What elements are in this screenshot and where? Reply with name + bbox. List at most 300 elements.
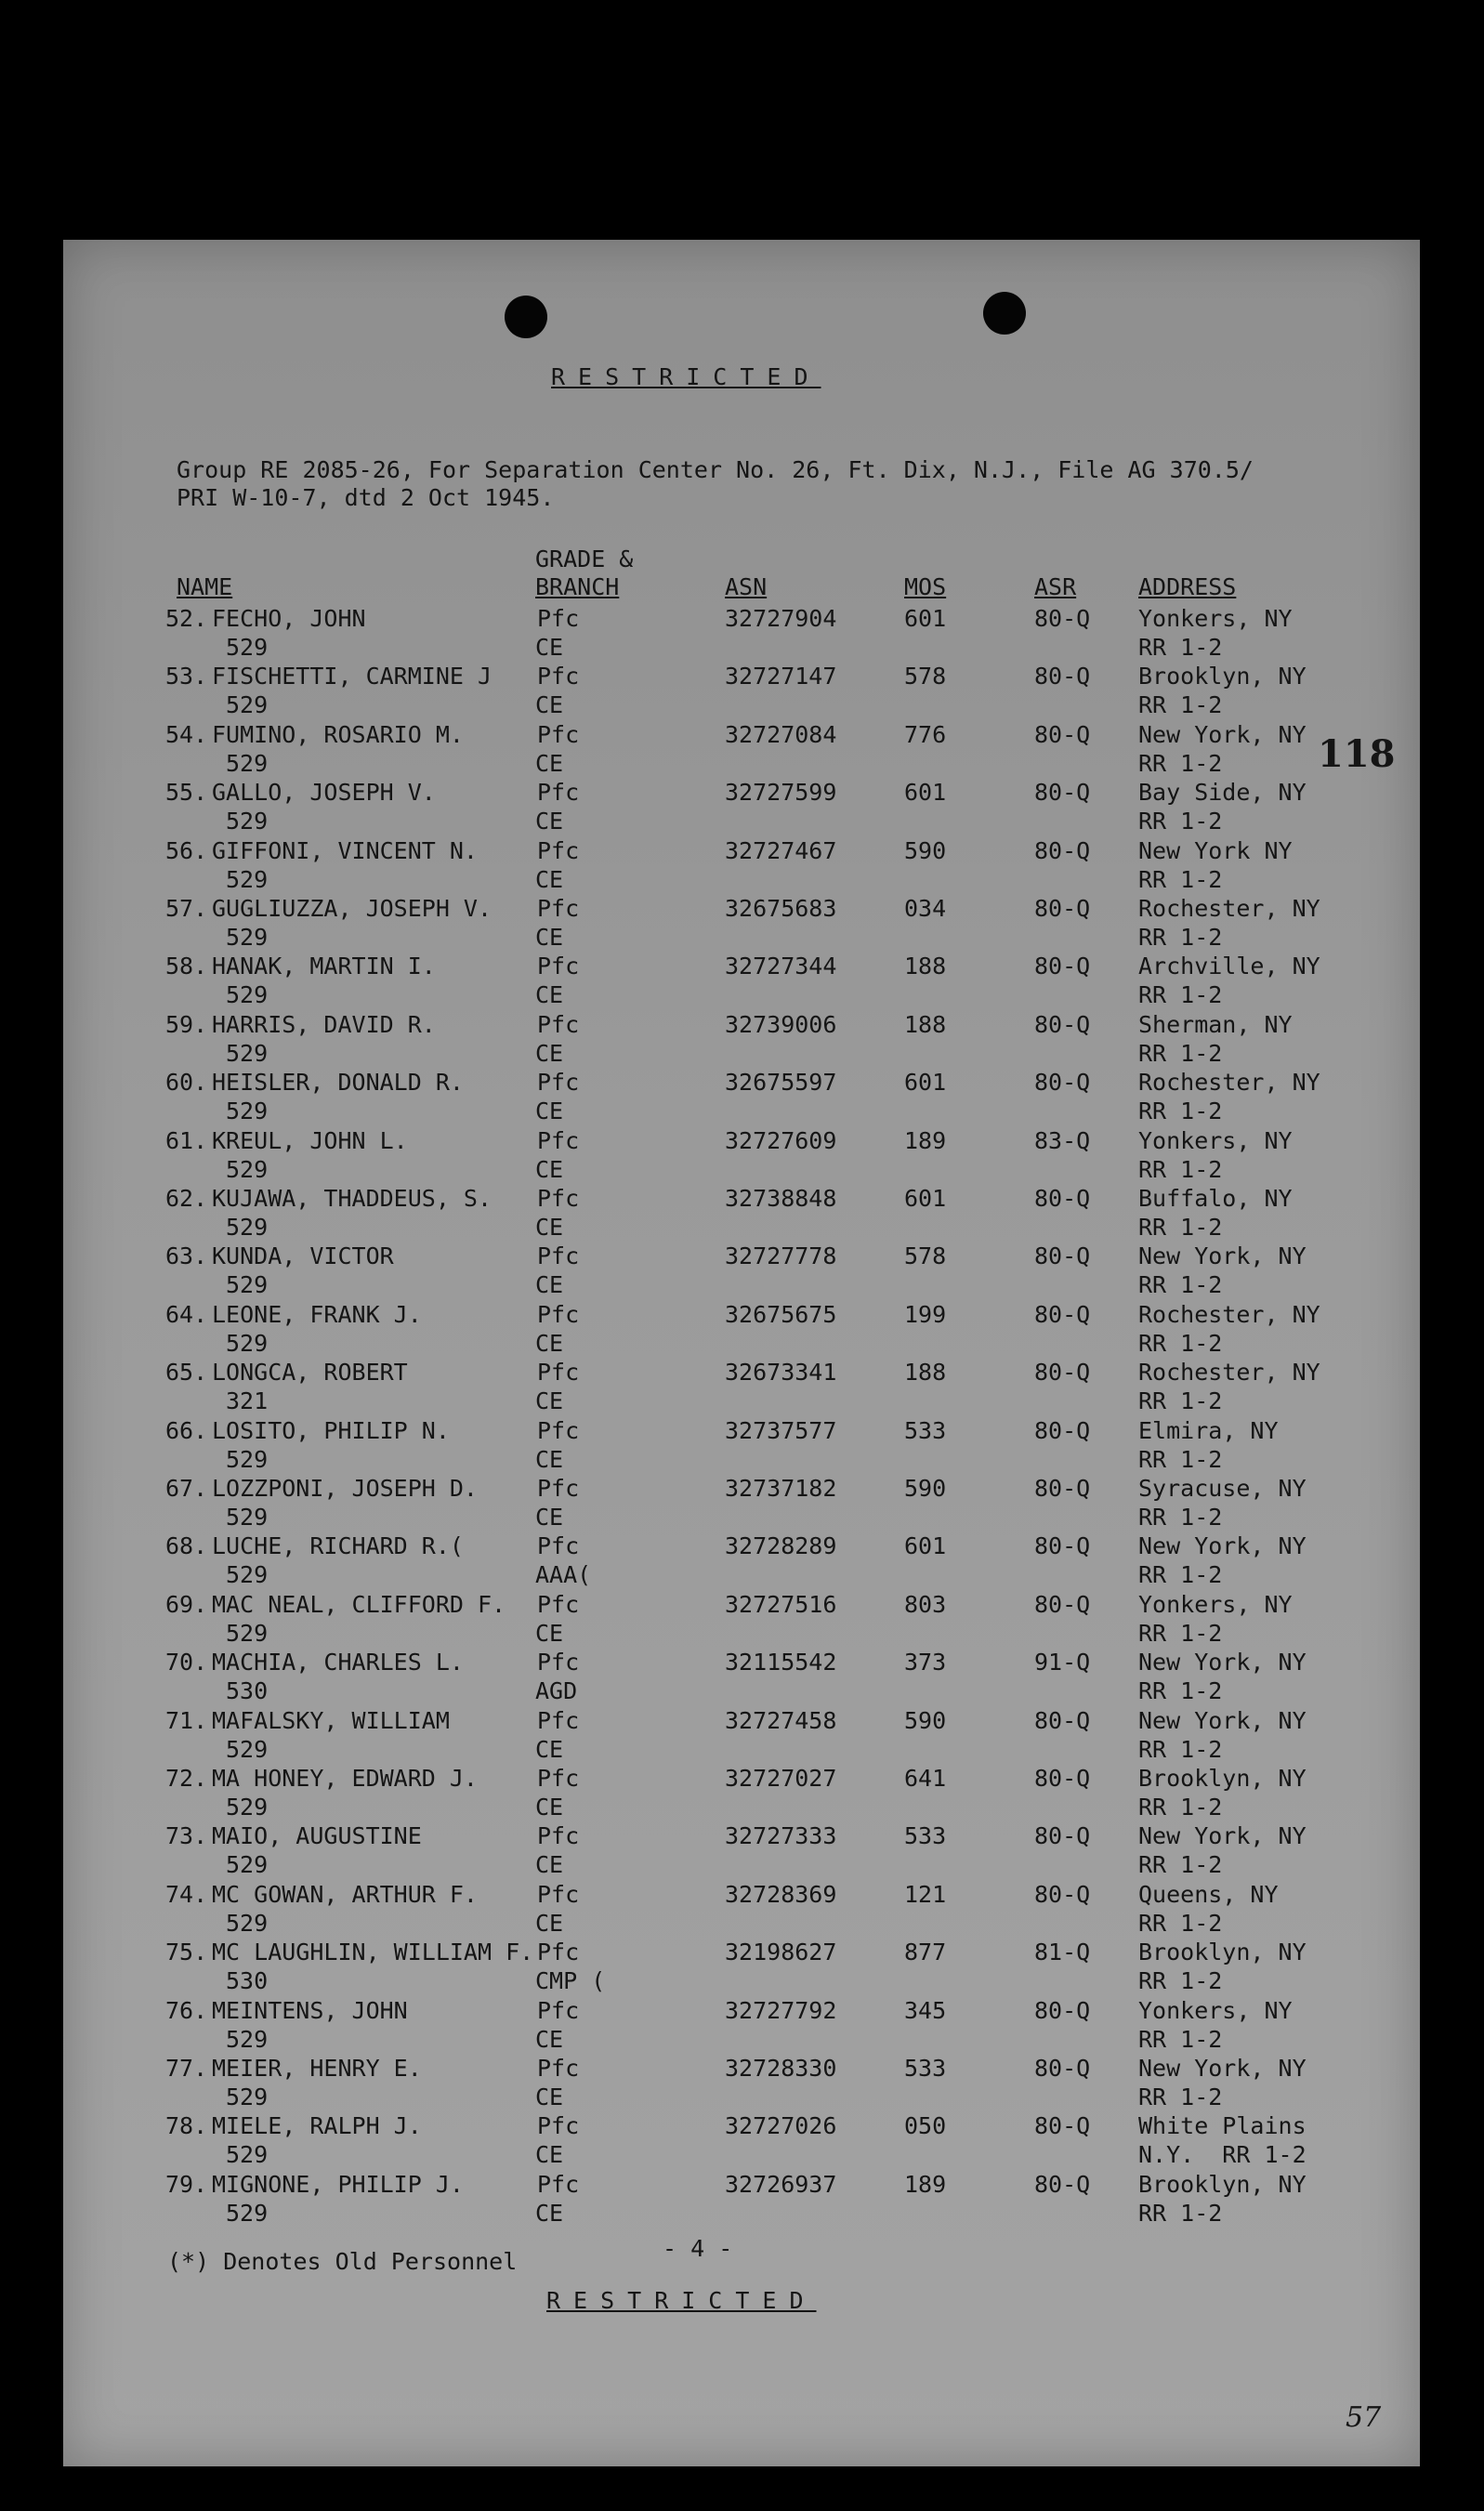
entry-grade: Pfc [537,1475,580,1502]
entry-branch: CE [535,1271,564,1299]
column-header-asr: ASR [1034,573,1077,600]
entry-grade: Pfc [537,663,580,690]
list-item [63,952,1420,1009]
entry-number: 67. [165,1475,208,1502]
entry-branch: CE [535,1445,564,1473]
entry-mos: 188 [904,1010,947,1038]
entry-mos: 601 [904,779,947,807]
entry-grade: Pfc [537,1416,580,1444]
entry-asr: 80-Q [1034,1706,1091,1734]
entry-number: 76. [165,1996,208,2024]
entry-name: MACHIA, CHARLES L. [212,1649,464,1676]
entry-grade: Pfc [537,1069,580,1097]
entry-mos: 050 [904,2112,947,2140]
entry-code: 529 [226,2084,269,2110]
entry-grade: Pfc [537,1242,580,1270]
entry-code: 529 [226,2025,269,2053]
entry-name: LOSITO, PHILIP N. [212,1416,450,1444]
entry-asr: 80-Q [1034,1532,1091,1560]
list-item [63,1474,1420,1532]
entry-branch: CE [535,1504,564,1531]
entry-address-line-2: RR 1-2 [1138,1851,1223,1879]
entry-address-line-2: RR 1-2 [1138,808,1223,835]
group-line-1: Group RE 2085-26, For Separation Center No. 26, Ft. Dix, N.J., File AG 370.5/ [177,456,1254,483]
entry-address: White Plains [1138,2112,1307,2140]
entry-address-line-2: RR 1-2 [1138,2025,1223,2053]
entry-grade: Pfc [537,720,580,748]
entry-grade: Pfc [537,1359,580,1387]
entry-number: 75. [165,1939,208,1966]
entry-mos: 373 [904,1649,947,1676]
entry-name: FUMINO, ROSARIO M. [212,720,464,748]
entry-asr: 80-Q [1034,663,1091,690]
entry-number: 74. [165,1880,208,1908]
entry-branch: CE [535,749,564,777]
entry-number: 70. [165,1649,208,1676]
entry-number: 61. [165,1126,208,1154]
entry-branch: CE [535,1098,564,1125]
entry-mos: 188 [904,1359,947,1387]
entry-branch: CE [535,2141,564,2169]
entry-branch: AAA( [535,1561,592,1589]
entry-asn: 32737577 [725,1416,837,1444]
entry-address-line-2: RR 1-2 [1138,1794,1223,1821]
entry-number: 68. [165,1532,208,1560]
entry-asr: 80-Q [1034,2112,1091,2140]
entry-number: 56. [165,836,208,864]
entry-address: Brooklyn, NY [1138,663,1307,690]
entry-code: 529 [226,1214,269,1241]
entry-asn: 32675683 [725,895,837,922]
list-item [63,1996,1420,2054]
entry-address-line-2: RR 1-2 [1138,1504,1223,1531]
entry-mos: 533 [904,1416,947,1444]
list-item [63,2111,1420,2169]
entry-asn: 32727778 [725,1242,837,1270]
entry-address-line-2: RR 1-2 [1138,2199,1223,2227]
entry-asn: 32675597 [725,1069,837,1097]
entry-address-line-2: RR 1-2 [1138,865,1223,893]
entry-branch: CMP ( [535,1967,606,1995]
entry-address: Rochester, NY [1138,895,1320,922]
entry-address-line-2: RR 1-2 [1138,1445,1223,1473]
footnote: (*) Denotes Old Personnel [167,2248,518,2275]
entry-name: MEINTENS, JOHN [212,1996,408,2024]
page-number: - 4 - [663,2235,733,2262]
entry-address: New York NY [1138,836,1293,864]
column-header-branch: BRANCH [535,573,620,600]
entry-grade: Pfc [537,1300,580,1328]
entry-branch: CE [535,865,564,893]
list-item [63,1242,1420,1299]
entry-branch: CE [535,1329,564,1357]
entry-mos: 189 [904,2170,947,2198]
entry-grade: Pfc [537,605,580,632]
entry-code: 529 [226,865,269,893]
entry-code: 529 [226,1735,269,1763]
entry-address: Buffalo, NY [1138,1185,1293,1212]
group-line-2: PRI W-10-7, dtd 2 Oct 1945. [177,484,555,511]
list-item [63,2170,1420,2228]
list-item [63,1358,1420,1415]
entry-branch: CE [535,924,564,951]
entry-grade: Pfc [537,1649,580,1676]
entry-mos: 578 [904,663,947,690]
entry-asn: 32115542 [725,1649,837,1676]
entry-address: Yonkers, NY [1138,1126,1293,1154]
entry-name: MC LAUGHLIN, WILLIAM F. [212,1939,534,1966]
entry-branch: CE [535,1794,564,1821]
entry-code: 529 [226,749,269,777]
entry-name: KREUL, JOHN L. [212,1126,408,1154]
entry-asr: 80-Q [1034,895,1091,922]
entry-address-line-2: RR 1-2 [1138,1677,1223,1705]
entry-code: 529 [226,691,269,719]
list-item [63,1706,1420,1764]
entry-branch: CE [535,1619,564,1647]
entry-code: 529 [226,1329,269,1357]
column-header-asn: ASN [725,573,768,600]
entry-name: FISCHETTI, CARMINE J [212,663,492,690]
list-item [63,1010,1420,1068]
entry-name: MA HONEY, EDWARD J. [212,1765,478,1792]
entry-number: 57. [165,895,208,922]
entry-address: New York, NY [1138,1242,1307,1270]
list-item [63,778,1420,835]
entry-branch: CE [535,1214,564,1241]
entry-mos: 601 [904,1532,947,1560]
entry-name: MAFALSKY, WILLIAM [212,1706,450,1734]
entry-address-line-2: RR 1-2 [1138,1155,1223,1183]
list-item [63,720,1420,778]
entry-asr: 81-Q [1034,1939,1091,1966]
list-item [63,1821,1420,1879]
punch-hole [505,296,547,338]
entry-grade: Pfc [537,895,580,922]
entry-name: HEISLER, DONALD R. [212,1069,464,1097]
entry-name: LOZZPONI, JOSEPH D. [212,1475,478,1502]
entry-address-line-2: RR 1-2 [1138,2084,1223,2110]
entry-branch: CE [535,2025,564,2053]
entry-address-line-2: N.Y. RR 1-2 [1138,2141,1307,2169]
entry-branch: CE [535,2084,564,2110]
entry-address: Yonkers, NY [1138,1590,1293,1618]
entry-code: 529 [226,1155,269,1183]
entry-name: GIFFONI, VINCENT N. [212,836,478,864]
entry-address: Archville, NY [1138,953,1320,980]
entry-grade: Pfc [537,2170,580,2198]
entry-code: 530 [226,1967,269,1995]
entry-name: MAIO, AUGUSTINE [212,1822,422,1850]
entry-branch: CE [535,1155,564,1183]
entry-address-line-2: RR 1-2 [1138,1909,1223,1937]
entry-address: New York, NY [1138,2055,1307,2082]
entry-mos: 601 [904,1069,947,1097]
entry-address: Rochester, NY [1138,1069,1320,1097]
entry-code: 529 [226,1851,269,1879]
entry-grade: Pfc [537,836,580,864]
entry-mos: 803 [904,1590,947,1618]
list-item [63,1764,1420,1821]
entry-code: 529 [226,1619,269,1647]
entry-address-line-2: RR 1-2 [1138,1271,1223,1299]
list-item [63,604,1420,662]
column-header-address: ADDRESS [1138,573,1237,600]
entry-asr: 91-Q [1034,1649,1091,1676]
list-item [63,1938,1420,1995]
entry-name: HARRIS, DAVID R. [212,1010,436,1038]
entry-asn: 32728330 [725,2055,837,2082]
entry-grade: Pfc [537,1185,580,1212]
entry-asn: 32726937 [725,2170,837,2198]
entry-grade: Pfc [537,1532,580,1560]
entry-grade: Pfc [537,2055,580,2082]
entry-address: Rochester, NY [1138,1359,1320,1387]
entry-branch: AGD [535,1677,578,1705]
list-item [63,894,1420,952]
entry-asr: 80-Q [1034,2170,1091,2198]
entry-number: 65. [165,1359,208,1387]
entry-number: 72. [165,1765,208,1792]
entry-number: 54. [165,720,208,748]
entry-mos: 034 [904,895,947,922]
entry-code: 530 [226,1677,269,1705]
entry-asn: 32727516 [725,1590,837,1618]
entry-address-line-2: RR 1-2 [1138,1387,1223,1415]
entry-address-line-2: RR 1-2 [1138,1735,1223,1763]
entry-address: Brooklyn, NY [1138,1765,1307,1792]
entry-code: 529 [226,1039,269,1067]
entry-asn: 32727333 [725,1822,837,1850]
entry-asr: 80-Q [1034,779,1091,807]
entry-number: 53. [165,663,208,690]
entry-branch: CE [535,981,564,1009]
entry-name: FECHO, JOHN [212,605,366,632]
entry-asr: 80-Q [1034,1416,1091,1444]
entry-address-line-2: RR 1-2 [1138,1619,1223,1647]
entry-asr: 80-Q [1034,1069,1091,1097]
entry-number: 69. [165,1590,208,1618]
list-item [63,1648,1420,1705]
entry-asn: 32739006 [725,1010,837,1038]
entry-name: KUNDA, VICTOR [212,1242,394,1270]
list-item [63,1532,1420,1589]
entry-address-line-2: RR 1-2 [1138,1967,1223,1995]
entry-address: Elmira, NY [1138,1416,1279,1444]
entry-asn: 32727458 [725,1706,837,1734]
entry-mos: 578 [904,1242,947,1270]
entry-grade: Pfc [537,1822,580,1850]
entry-name: MC GOWAN, ARTHUR F. [212,1880,478,1908]
entry-asr: 80-Q [1034,836,1091,864]
entry-asn: 32728289 [725,1532,837,1560]
entry-asn: 32727026 [725,2112,837,2140]
entry-asr: 80-Q [1034,1765,1091,1792]
entry-name: LUCHE, RICHARD R.( [212,1532,464,1560]
list-item [63,1880,1420,1938]
entry-code: 529 [226,808,269,835]
entry-asn: 32727609 [725,1126,837,1154]
entry-grade: Pfc [537,1590,580,1618]
entry-asn: 32675675 [725,1300,837,1328]
entry-number: 79. [165,2170,208,2198]
entry-address: Yonkers, NY [1138,605,1293,632]
entry-grade: Pfc [537,1010,580,1038]
entry-address-line-2: RR 1-2 [1138,1561,1223,1589]
entry-address: Brooklyn, NY [1138,1939,1307,1966]
entry-mos: 199 [904,1300,947,1328]
entry-branch: CE [535,691,564,719]
entry-grade: Pfc [537,1880,580,1908]
entry-address: New York, NY [1138,1649,1307,1676]
entry-asn: 32727599 [725,779,837,807]
entry-asr: 80-Q [1034,1475,1091,1502]
entry-branch: CE [535,1851,564,1879]
entry-code: 529 [226,1504,269,1531]
entry-address-line-2: RR 1-2 [1138,749,1223,777]
entry-mos: 601 [904,605,947,632]
entry-asn: 32673341 [725,1359,837,1387]
entry-code: 529 [226,1561,269,1589]
entry-mos: 188 [904,953,947,980]
list-item [63,836,1420,894]
entry-grade: Pfc [537,1126,580,1154]
entry-name: GUGLIUZZA, JOSEPH V. [212,895,492,922]
entry-address: Brooklyn, NY [1138,2170,1307,2198]
entry-mos: 533 [904,2055,947,2082]
entry-address-line-2: RR 1-2 [1138,1214,1223,1241]
list-item [63,1416,1420,1474]
list-item [63,1590,1420,1648]
list-item [63,662,1420,719]
entry-asr: 80-Q [1034,1300,1091,1328]
entry-address-line-2: RR 1-2 [1138,981,1223,1009]
entry-mos: 189 [904,1126,947,1154]
entry-asn: 32198627 [725,1939,837,1966]
column-header-mos: MOS [904,573,947,600]
entry-name: MAC NEAL, CLIFFORD F. [212,1590,506,1618]
entry-address-line-2: RR 1-2 [1138,1098,1223,1125]
entry-branch: CE [535,808,564,835]
entry-address: Syracuse, NY [1138,1475,1307,1502]
entry-name: LONGCA, ROBERT [212,1359,408,1387]
entry-mos: 641 [904,1765,947,1792]
entry-asn: 32727147 [725,663,837,690]
entry-mos: 345 [904,1996,947,2024]
entry-grade: Pfc [537,1706,580,1734]
entry-number: 77. [165,2055,208,2082]
entry-address-line-2: RR 1-2 [1138,691,1223,719]
column-header-name: NAME [177,573,233,600]
entry-asr: 80-Q [1034,1359,1091,1387]
entry-asr: 80-Q [1034,953,1091,980]
entry-code: 529 [226,1445,269,1473]
entry-mos: 590 [904,836,947,864]
entry-asn: 32727467 [725,836,837,864]
entry-asr: 80-Q [1034,1242,1091,1270]
entry-address-line-2: RR 1-2 [1138,924,1223,951]
entry-address: New York, NY [1138,1706,1307,1734]
entry-mos: 121 [904,1880,947,1908]
entry-number: 52. [165,605,208,632]
column-header-grade: GRADE & [535,546,634,572]
entry-asr: 80-Q [1034,1185,1091,1212]
entry-code: 529 [226,1794,269,1821]
entry-address: New York, NY [1138,1532,1307,1560]
entry-address: Bay Side, NY [1138,779,1307,807]
entry-branch: CE [535,1909,564,1937]
entry-mos: 590 [904,1475,947,1502]
entry-name: MEIER, HENRY E. [212,2055,422,2082]
entry-asr: 80-Q [1034,1996,1091,2024]
entry-asr: 80-Q [1034,2055,1091,2082]
entry-code: 529 [226,2141,269,2169]
entry-address: Queens, NY [1138,1880,1279,1908]
entry-address: Sherman, NY [1138,1010,1293,1038]
entry-number: 60. [165,1069,208,1097]
entry-address-line-2: RR 1-2 [1138,1329,1223,1357]
entry-address-line-2: RR 1-2 [1138,634,1223,661]
restricted-footer: RESTRICTED [546,2287,817,2314]
entry-address: Yonkers, NY [1138,1996,1293,2024]
entry-address: Rochester, NY [1138,1300,1320,1328]
entry-asr: 80-Q [1034,1880,1091,1908]
entry-branch: CE [535,1387,564,1415]
entry-code: 321 [226,1387,269,1415]
entry-branch: CE [535,1735,564,1763]
entry-number: 55. [165,779,208,807]
entry-number: 78. [165,2112,208,2140]
entry-grade: Pfc [537,1939,580,1966]
restricted-heading: RESTRICTED [551,363,821,390]
entry-branch: CE [535,2199,564,2227]
entry-grade: Pfc [537,953,580,980]
entry-name: MIELE, RALPH J. [212,2112,422,2140]
margin-page-number: 118 [1318,732,1396,776]
entry-name: MIGNONE, PHILIP J. [212,2170,464,2198]
entry-address: New York, NY [1138,1822,1307,1850]
list-item [63,1068,1420,1125]
entry-number: 62. [165,1185,208,1212]
entry-asn: 32728369 [725,1880,837,1908]
entry-name: KUJAWA, THADDEUS, S. [212,1185,492,1212]
entry-code: 529 [226,2199,269,2227]
entry-address: New York, NY [1138,720,1307,748]
entry-grade: Pfc [537,1996,580,2024]
entry-asn: 32727344 [725,953,837,980]
entry-mos: 533 [904,1822,947,1850]
entry-number: 73. [165,1822,208,1850]
entry-grade: Pfc [537,1765,580,1792]
entry-code: 529 [226,1098,269,1125]
list-item [63,2054,1420,2111]
entry-mos: 877 [904,1939,947,1966]
entry-code: 529 [226,981,269,1009]
entry-asr: 80-Q [1034,1010,1091,1038]
entry-mos: 776 [904,720,947,748]
punch-hole [983,292,1026,335]
entry-asr: 80-Q [1034,605,1091,632]
entry-asr: 80-Q [1034,1822,1091,1850]
entry-asn: 32727792 [725,1996,837,2024]
entry-asn: 32737182 [725,1475,837,1502]
entry-code: 529 [226,1909,269,1937]
entry-asr: 80-Q [1034,1590,1091,1618]
entry-asr: 80-Q [1034,720,1091,748]
entry-number: 66. [165,1416,208,1444]
list-item [63,1126,1420,1184]
entry-grade: Pfc [537,2112,580,2140]
